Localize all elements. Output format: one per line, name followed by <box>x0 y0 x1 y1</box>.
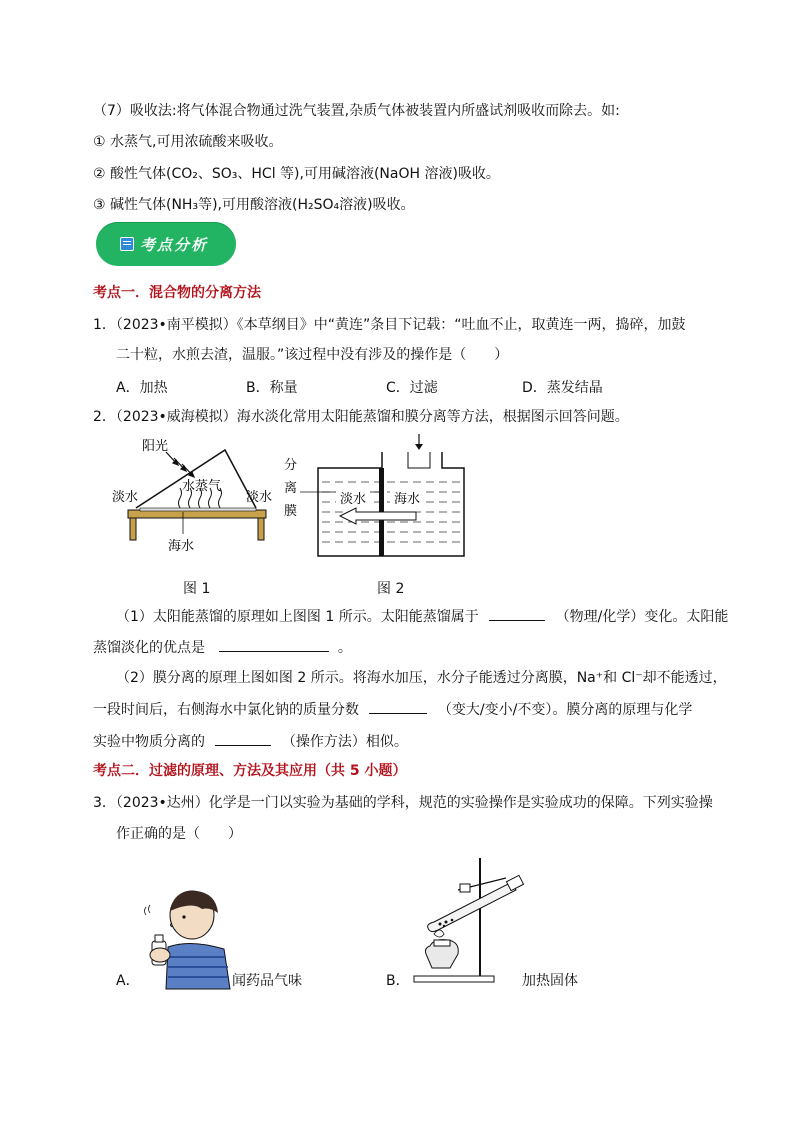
flow-arrow <box>340 508 416 524</box>
figure-1-solar-still <box>110 438 280 558</box>
label-fig2-seawater: 海水 <box>394 492 421 507</box>
q3-option-b-text: 加热固体 <box>522 973 578 989</box>
q1-option-c: C．过滤 <box>386 380 438 396</box>
intro-item-2: ② 酸性气体(CO₂、SO₃、HCl 等),可用碱溶液(NaOH 溶液)吸收。 <box>93 166 500 182</box>
q2-answer-blank-2[interactable] <box>219 637 329 652</box>
q2-part2-text-d: 实验中物质分离的 <box>93 734 205 750</box>
q1-line-1: 1．（2023•南平模拟）《本草纲目》中“黄连”条目下记载：“吐血不止，取黄连一两，捣碎，加鼓 <box>93 317 686 333</box>
q2-part2-text-e: （操作方法）相似。 <box>281 734 408 750</box>
intro-item-3: ③ 碱性气体(NH₃等),可用酸溶液(H₂SO₄溶液)吸收。 <box>93 197 415 213</box>
q1-option-b: B．称量 <box>246 380 298 396</box>
q3-line-2: 作正确的是（ ） <box>116 826 242 842</box>
q2-answer-blank-3[interactable] <box>369 699 427 714</box>
analysis-badge <box>96 222 236 266</box>
label-seawater: 海水 <box>168 539 195 554</box>
q2-stem: 2．（2023•威海模拟）海水淡化常用太阳能蒸馏和膜分离等方法，根据图示回答问题。 <box>93 409 629 425</box>
q3-option-b-letter: B． <box>386 973 410 989</box>
smelling-chemical-illustration <box>140 885 235 990</box>
q2-part1-text-c: 蒸馏淡化的优点是 <box>93 640 205 656</box>
label-membrane-1: 分 <box>284 458 298 473</box>
q2-part1-line1 <box>116 606 728 627</box>
label-fig2-fresh: 淡水 <box>340 492 367 507</box>
q2-part2-text-c: （变大/变小/不变）。膜分离的原理与化学 <box>437 702 693 718</box>
q2-part1-line2 <box>93 637 352 658</box>
label-membrane-2: 离 <box>284 481 298 496</box>
seawater-layer <box>140 508 256 511</box>
label-vapor: 水蒸气 <box>182 479 222 494</box>
intro-line-7: （7）吸收法:将气体混合物通过洗气装置,杂质气体被装置内所盛试剂吸收而除去。如: <box>93 103 620 119</box>
label-sunlight: 阳光 <box>142 439 169 454</box>
figure-2-caption: 图 2 <box>377 581 405 597</box>
q1-line-2: 二十粒，水煎去渣，温服。”该过程中没有涉及的操作是（ ） <box>116 347 509 363</box>
q1-option-d: D．蒸发结晶 <box>522 380 603 396</box>
intro-item-1: ① 水蒸气,可用浓硫酸来吸收。 <box>93 134 283 150</box>
q2-part1-text-a: （1）太阳能蒸馏的原理如上图图 1 所示。太阳能蒸馏属于 <box>116 609 479 625</box>
q2-part2-line3 <box>93 731 408 752</box>
label-fresh-right: 淡水 <box>246 490 273 505</box>
q3-line-1: 3．（2023•达州）化学是一门以实验为基础的学科，规范的实验操作是实验成功的保障。下列实验操 <box>93 795 713 811</box>
q3-option-a-text: 闻药品气味 <box>232 973 302 989</box>
section-title-2: 考点二．过滤的原理、方法及其应用（共 5 小题） <box>93 763 407 779</box>
q2-part2-line2 <box>93 699 692 720</box>
badge-label: 考点分析 <box>140 236 209 254</box>
q2-part1-text-b: （物理/化学）变化。太阳能 <box>555 609 729 625</box>
list-icon <box>120 237 134 251</box>
piston-tube <box>408 452 430 468</box>
tray-leg-right <box>258 518 264 540</box>
q2-part1-text-d: 。 <box>337 640 352 656</box>
tray-leg-left <box>130 518 136 540</box>
label-fresh-left: 淡水 <box>112 490 139 505</box>
pressure-arrowhead <box>415 444 423 450</box>
q3-option-a-letter: A． <box>116 973 140 989</box>
heating-solid-illustration <box>408 850 528 990</box>
q2-answer-blank-1[interactable] <box>489 606 545 621</box>
q1-option-a: A．加热 <box>116 380 168 396</box>
section-title-1: 考点一．混合物的分离方法 <box>93 285 261 301</box>
figure-1-caption: 图 1 <box>183 581 211 597</box>
figure-2-membrane <box>280 432 470 562</box>
q2-answer-blank-4[interactable] <box>215 731 271 746</box>
q2-part2-text-b: 一段时间后，右侧海水中氯化钠的质量分数 <box>93 702 359 718</box>
sunlight-arrows <box>166 452 194 477</box>
label-membrane-3: 膜 <box>284 504 298 519</box>
q2-part2-line1: （2）膜分离的原理上图如图 2 所示。将海水加压，水分子能透过分离膜，Na⁺和 Cl⁻却不能透过， <box>116 670 727 686</box>
